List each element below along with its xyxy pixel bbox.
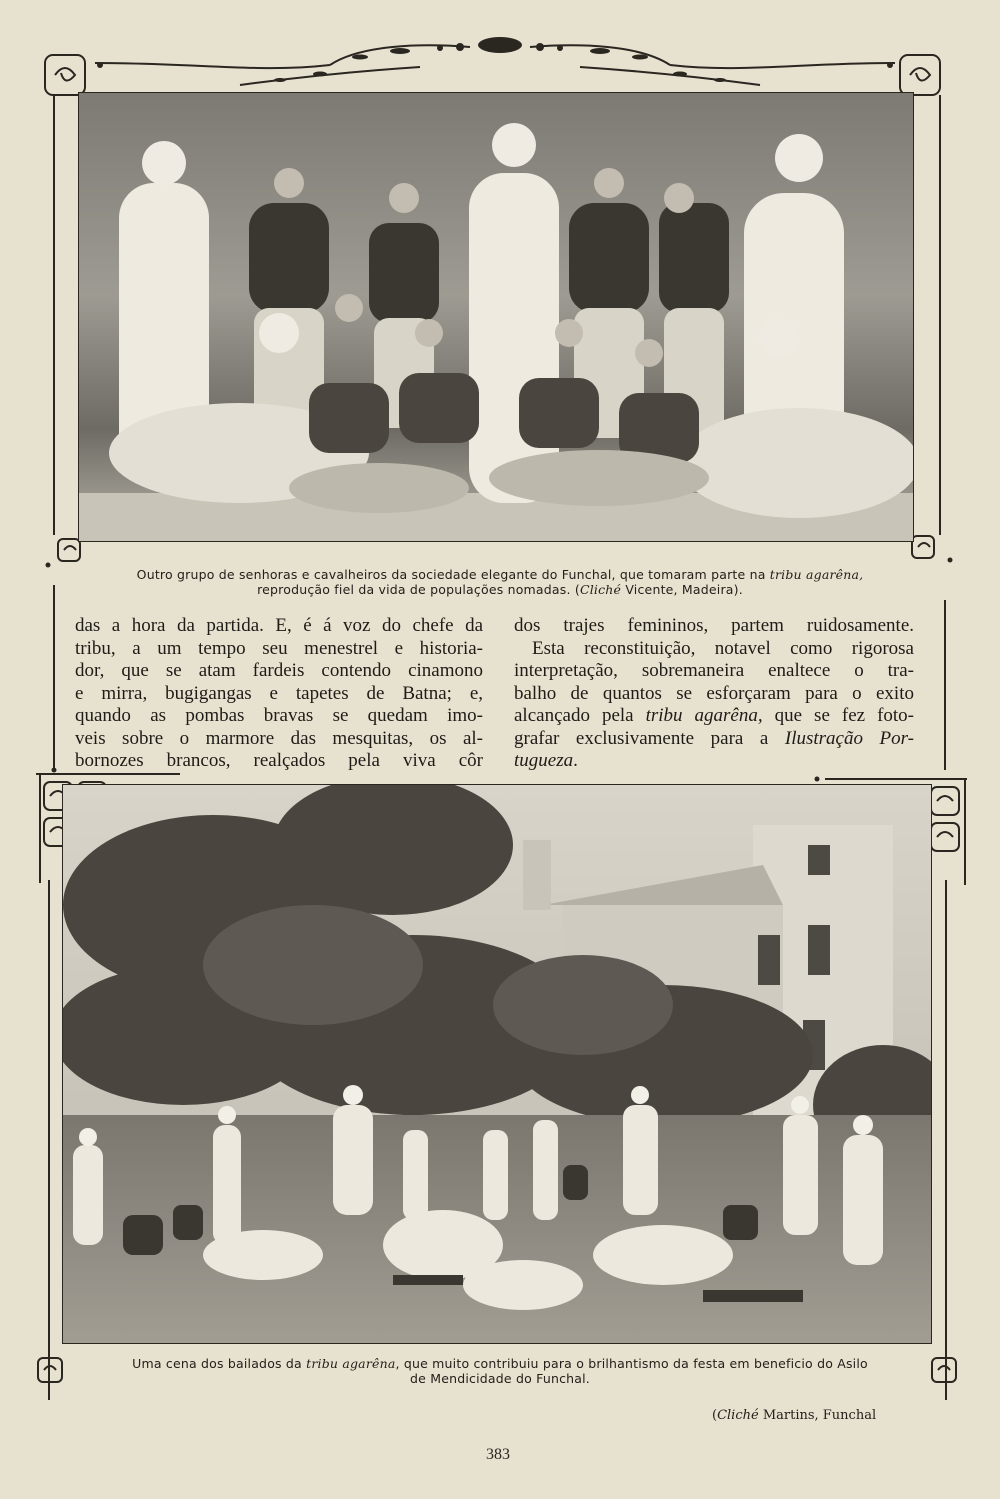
article-column-left	[75, 615, 483, 773]
photo-credit	[712, 1408, 876, 1423]
caption-italic: Cliché	[579, 582, 622, 597]
top-photo-caption	[60, 567, 940, 597]
text-line-mixed	[514, 728, 914, 751]
dance-scene-photo-bottom	[62, 784, 932, 1344]
text-line-mixed	[514, 750, 914, 773]
text-line: interpretação, sobremaneira enaltece o tra-	[514, 660, 914, 681]
text-line: dos trajes femininos, partem ruidosamente.	[514, 615, 914, 636]
page-number: 383	[486, 1446, 510, 1463]
caption-line: Uma cena dos bailados da	[132, 1356, 307, 1371]
caption-italic: tribu agarêna,	[769, 567, 864, 582]
frame-left-rule-mid	[53, 585, 55, 770]
bottom-photo-caption	[60, 1356, 940, 1386]
frame-left-rule-bottom	[48, 880, 50, 1400]
credit-italic: Cliché	[717, 1408, 759, 1423]
text-line: e mirra, bugigangas e tapetes de Batna; e,	[75, 682, 483, 704]
frame-left-rule-top	[53, 95, 55, 535]
text-line: tribu, a um tempo seu menestrel e historia-	[75, 637, 483, 659]
text-fragment: alcançado pela	[514, 705, 646, 726]
text-fragment: grafar exclusivamente para a	[514, 727, 785, 749]
caption-line: , que muito contribuiu para o brilhantismo da festa em beneficio do Asilo	[395, 1356, 868, 1371]
text-italic: tugueza	[514, 750, 574, 771]
credit-paren: (	[712, 1408, 718, 1423]
text-line: das a hora da partida. E, é á voz do chefe da	[75, 615, 483, 636]
text-italic: tribu agarêna,	[645, 705, 763, 726]
caption-line: Outro grupo de senhoras e cavalheiros da sociedade elegante do Funchal, que tomaram parte na	[136, 567, 770, 582]
frame-right-rule-bottom	[945, 880, 947, 1400]
article-column-right	[514, 615, 914, 773]
text-line: quando as pombas bravas se quedam imo-	[75, 705, 483, 726]
frame-right-rule-top	[939, 95, 941, 535]
text-line-mixed	[514, 705, 914, 728]
credit-text: Martins, Funchal	[758, 1408, 877, 1423]
caption-italic: tribu agarêna	[306, 1356, 396, 1371]
text-italic: Ilustração Por-	[784, 727, 914, 749]
text-line: Esta reconstituição, notavel como rigorosa	[532, 637, 914, 659]
text-fragment: que se fez foto-	[762, 705, 915, 726]
text-line: dor, que se atam fardeis contendo cinamono	[75, 660, 483, 681]
caption-line: Vicente, Madeira).	[621, 582, 743, 597]
frame-right-rule-mid	[944, 600, 946, 770]
caption-line: reprodução fiel da vida de populações nomadas. (	[257, 582, 580, 597]
group-photo-top	[78, 92, 914, 542]
text-fragment: .	[573, 750, 578, 771]
caption-line: de Mendicidade do Funchal.	[410, 1371, 590, 1386]
text-line: balho de quantos se esforçaram para o exito	[514, 682, 914, 704]
text-line: veis sobre o marmore das mesquitas, os al-	[75, 727, 483, 749]
text-line: bornozes brancos, realçados pela viva côr	[75, 750, 483, 771]
